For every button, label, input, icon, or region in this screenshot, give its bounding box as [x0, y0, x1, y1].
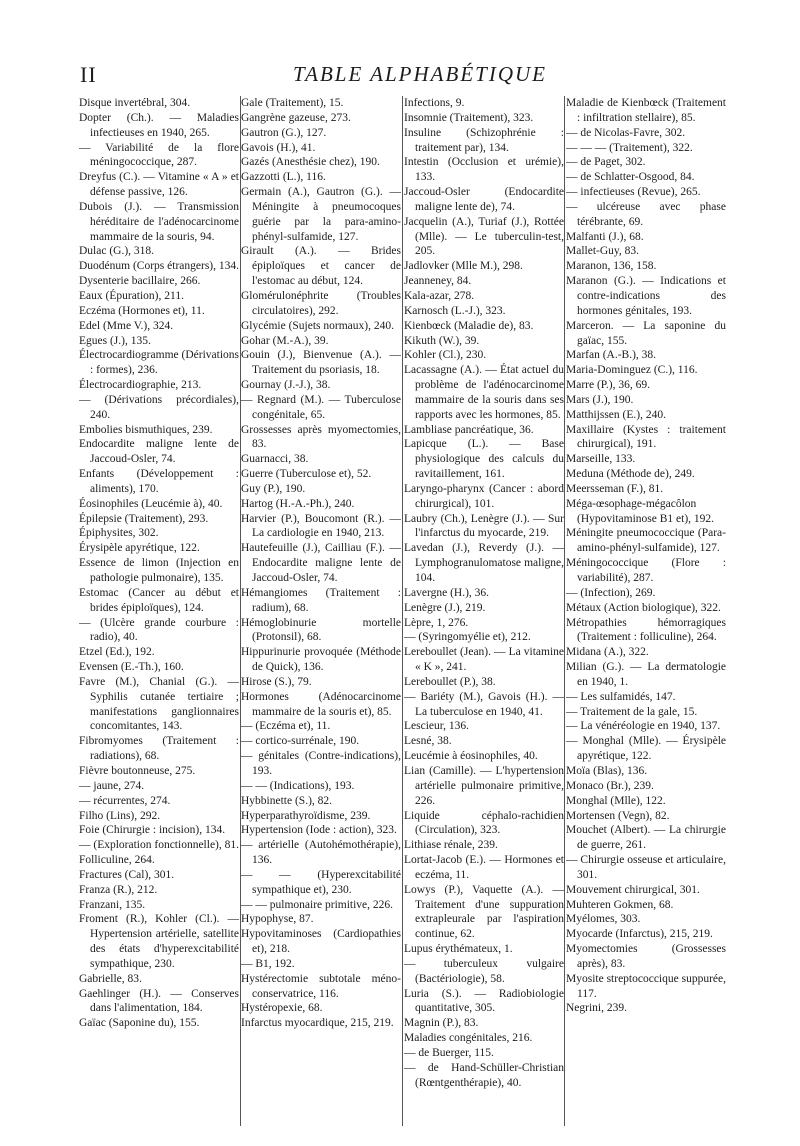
- index-entry: Maxillaire (Kystes : traitement chirurgical), 191.: [566, 423, 726, 451]
- index-entry: Germain (A.), Gautron (G.). — Méningite à pneumocoques guérie par la para-amino-phényl-sulfamide, 127.: [241, 186, 401, 243]
- index-entry: Milian (G.). — La dermatologie en 1940, 1.: [566, 661, 726, 688]
- index-entry: Jacquelin (A.), Turiaf (J.), Rottée (Mlle). — Le tuberculin-test, 205.: [404, 215, 564, 258]
- index-entry: Lereboullet (Jean). — La vitamine « K », 241.: [404, 646, 564, 674]
- index-column-3: [404, 96, 564, 1126]
- index-entry: Negrini, 239.: [566, 1002, 628, 1015]
- index-entry: Marceron. — La saponine du gaïac, 155.: [566, 319, 726, 347]
- index-entry: Épiphysites, 302.: [79, 527, 159, 540]
- index-entry: Guarnacci, 38.: [241, 453, 309, 466]
- index-entry: Favre (M.), Chanial (G.). — Syphilis cutanée tertiaire ; manifestations ganglionnaires concomitantes, 143.: [79, 675, 239, 733]
- index-entry: Jeanneney, 84.: [404, 275, 472, 288]
- index-entry: — (Syringomyélie et), 212.: [404, 631, 531, 644]
- index-entry: Lortat-Jacob (E.). — Hormones et eczéma, 11.: [404, 854, 564, 881]
- index-entry: — cortico-surrénale, 190.: [241, 735, 360, 748]
- index-entry: Marseille, 133.: [566, 453, 636, 466]
- index-entry: Infarctus myocardique, 215, 219.: [241, 1017, 394, 1030]
- index-entry: — Traitement de la gale, 15.: [566, 705, 698, 718]
- index-entry: Jadlovker (Mlle M.), 298.: [404, 260, 523, 273]
- index-entry: Hypovitaminoses (Cardiopathies et), 218.: [241, 928, 401, 956]
- index-entry: Myosite streptococcique suppurée, 117.: [566, 972, 726, 1000]
- index-entry: Lavedan (J.), Reverdy (J.). — Lymphogranulomatose maligne, 104.: [404, 542, 564, 584]
- index-entry: Méningococcique (Flore : variabilité), 287.: [566, 557, 726, 584]
- index-entry: Lenègre (J.), 219.: [404, 601, 486, 614]
- index-entry: Folliculine, 264.: [79, 854, 155, 867]
- index-entry: Magnin (P.), 83.: [404, 1017, 479, 1030]
- index-entry: Lupus érythémateux, 1.: [404, 943, 513, 956]
- index-entry: — — (Hyperexcitabilité sympathique et), 230.: [241, 868, 401, 896]
- index-entry: Girault (A.). — Brides épiploïques et cancer de l'estomac au début, 124.: [241, 245, 401, 288]
- index-entry: Endocardite maligne lente de Jaccoud-Osler, 74.: [79, 438, 239, 466]
- index-entry: Leucémie à éosinophiles, 40.: [404, 750, 538, 763]
- index-entry: Lacassagne (A.). — État actuel du problème de l'adénocarcinome mammaire de la souris dans ses rapports avec les hormones, 85.: [404, 364, 564, 421]
- index-entry: Duodénum (Corps étrangers), 134.: [79, 260, 239, 273]
- index-entry: Hémoglobinurie mortelle (Protonsil), 68.: [241, 616, 401, 644]
- index-entry: Malfanti (J.), 68.: [566, 230, 644, 243]
- index-entry: Lambliase pancréatique, 36.: [404, 423, 534, 436]
- index-entry: Muhteren Gokmen, 68.: [566, 898, 674, 911]
- index-entry: Myélomes, 303.: [566, 913, 641, 926]
- index-entry: Intestin (Occlusion et urémie), 133.: [404, 156, 564, 184]
- index-entry: Lapicque (L.). — Base physiologique des calculs du ravitaillement, 161.: [404, 438, 564, 481]
- index-entry: — de Paget, 302.: [566, 156, 646, 169]
- index-entry: Midana (A.), 322.: [566, 646, 649, 659]
- index-entry: Maladie de Kienbœck (Traitement : infiltration stellaire), 85.: [566, 97, 726, 124]
- index-entry: — artérielle (Autohémothérapie), 136.: [241, 839, 401, 867]
- index-entry: Liquide céphalo-rachidien (Circulation), 323.: [404, 809, 564, 837]
- index-entry: Embolies bismuthiques, 239.: [79, 423, 213, 436]
- index-entry: Kikuth (W.), 39.: [404, 334, 480, 347]
- index-entry: Grossesses après myomectomies, 83.: [241, 423, 401, 451]
- index-entry: Gazzotti (L.), 116.: [241, 171, 326, 184]
- column-divider: [564, 96, 565, 1126]
- index-entry: Hirose (S.), 79.: [241, 675, 312, 688]
- index-entry: Gazés (Anesthésie chez), 190.: [241, 156, 380, 169]
- index-entry: — (Eczéma et), 11.: [241, 720, 331, 733]
- index-entry: Luria (S.). — Radiobiologie quantitative, 305.: [404, 987, 564, 1015]
- index-entry: Dulac (G.), 318.: [79, 245, 155, 258]
- index-entry: Méga-œsophage-mégacôlon (Hypovitaminose B1 et), 192.: [566, 497, 715, 525]
- index-entry: Laryngo-pharynx (Cancer : abord chirurgical), 101.: [404, 482, 564, 510]
- index-entry: Marre (P.), 36, 69.: [566, 379, 650, 392]
- index-entry: Métaux (Action biologique), 322.: [566, 601, 721, 614]
- index-entry: Hybbinette (S.), 82.: [241, 794, 333, 807]
- index-entry: — jaune, 274.: [79, 779, 145, 792]
- index-entry: — infectieuses (Revue), 265.: [566, 186, 701, 199]
- index-entry: — Regnard (M.). — Tuberculose congénitale, 65.: [241, 393, 401, 421]
- index-entry: Franzani, 135.: [79, 898, 146, 911]
- index-entry: Gaïac (Saponine du), 155.: [79, 1017, 200, 1030]
- index-entry: Egues (J.), 135.: [79, 334, 151, 347]
- index-entry: Franza (R.), 212.: [79, 883, 158, 896]
- index-entry: Karnosch (L.-J.), 323.: [404, 304, 506, 317]
- index-entry: — — (Indications), 193.: [241, 779, 355, 792]
- index-entry: Maranon (G.). — Indications et contre-indications des hormones génitales, 193.: [566, 275, 726, 317]
- index-entry: Lavergne (H.), 36.: [404, 586, 490, 599]
- index-entry: Maria-Dominguez (C.), 116.: [566, 364, 698, 377]
- index-entry: Insomnie (Traitement), 323.: [404, 111, 534, 124]
- column-divider: [402, 96, 403, 1126]
- index-entry: Meersseman (F.), 81.: [566, 482, 664, 495]
- index-entry: Jaccoud-Osler (Endocardite maligne lente de), 74.: [404, 186, 564, 213]
- index-entry: Électrocardiogramme (Dérivations : formes), 236.: [79, 349, 239, 377]
- index-entry: Gournay (J.-J.), 38.: [241, 379, 331, 392]
- index-entry: — de Buerger, 115.: [404, 1047, 494, 1059]
- index-entry: — La vénéréologie en 1940, 137.: [566, 720, 721, 733]
- index-columns: [79, 96, 765, 1126]
- index-entry: Méningite pneumococcique (Para-amino-phényl-sulfamide), 127.: [566, 527, 726, 555]
- index-entry: Gavois (H.), 41.: [241, 141, 316, 154]
- index-entry: Gale (Traitement), 15.: [241, 97, 344, 109]
- index-entry: Mallet-Guy, 83.: [566, 245, 640, 258]
- index-entry: Harvier (P.), Boucomont (R.). — La cardiologie en 1940, 213.: [241, 512, 401, 540]
- index-entry: Evensen (E.-Th.), 160.: [79, 661, 184, 674]
- index-entry: Lereboullet (P.), 38.: [404, 675, 496, 688]
- index-entry: Fibromyomes (Traitement : radiations), 68.: [79, 735, 239, 763]
- index-entry: — — pulmonaire primitive, 226.: [241, 898, 394, 911]
- index-entry: Hystérectomie subtotale méno-conservatrice, 116.: [241, 972, 401, 1000]
- index-entry: — récurrentes, 274.: [79, 794, 171, 807]
- index-entry: Monaco (Br.), 239.: [566, 779, 654, 792]
- index-entry: Hautefeuille (J.), Cailliau (F.). — Endocardite maligne lente de Jaccoud-Osler, 74.: [241, 542, 401, 584]
- index-entry: Épilepsie (Traitement), 293.: [79, 512, 209, 525]
- index-entry: — (Exploration fonctionnelle), 81.: [79, 839, 239, 852]
- index-entry: Gautron (G.), 127.: [241, 126, 327, 139]
- index-entry: Lian (Camille). — L'hypertension artérielle pulmonaire primitive, 226.: [404, 764, 564, 807]
- index-entry: Hémangiomes (Traitement : radium), 68.: [241, 586, 401, 614]
- index-entry: Insuline (Schizophrénie : traitement par), 134.: [404, 126, 564, 154]
- index-entry: — tuberculeux vulgaire (Bactériologie), 58.: [404, 957, 564, 985]
- index-entry: Érysipèle apyrétique, 122.: [79, 542, 200, 555]
- index-entry: Hippurinurie provoquée (Méthode de Quick), 136.: [241, 646, 401, 674]
- index-entry: Essence de limon (Injection en pathologie pulmonaire), 135.: [79, 557, 239, 584]
- index-entry: Électrocardiographie, 213.: [79, 379, 202, 392]
- index-entry: Myomectomies (Grossesses après), 83.: [566, 943, 726, 970]
- index-entry: Lèpre, 1, 276.: [404, 616, 469, 629]
- index-entry: Guy (P.), 190.: [241, 482, 306, 495]
- index-entry: Lesné, 38.: [404, 735, 452, 748]
- index-entry: — Chirurgie osseuse et articulaire, 301.: [566, 854, 726, 881]
- index-entry: Gaehlinger (H.). — Conserves dans l'alimentation, 184.: [79, 987, 239, 1015]
- index-entry: — Variabilité de la flore méningococcique, 287.: [79, 141, 239, 169]
- index-entry: Kohler (Cl.), 230.: [404, 349, 487, 362]
- index-entry: — de Hand-Schüller-Christian (Rœntgenthérapie), 40.: [404, 1061, 564, 1089]
- index-entry: Gangrène gazeuse, 273.: [241, 111, 351, 124]
- index-entry: Glycémie (Sujets normaux), 240.: [241, 319, 394, 332]
- index-entry: Dysenterie bacillaire, 266.: [79, 275, 201, 288]
- index-entry: Hypophyse, 87.: [241, 913, 314, 926]
- index-entry: Glomérulonéphrite (Troubles circulatoires), 292.: [241, 289, 401, 317]
- index-entry: — de Nicolas-Favre, 302.: [566, 126, 686, 139]
- index-entry: Hyperparathyroïdisme, 239.: [241, 809, 371, 822]
- index-entry: — B1, 192.: [241, 957, 295, 970]
- index-entry: Estomac (Cancer au début et brides épiploïques), 124.: [79, 586, 239, 614]
- index-entry: Edel (Mme V.), 324.: [79, 319, 174, 332]
- index-entry: — Les sulfamidés, 147.: [566, 690, 676, 703]
- index-entry: — Bariéty (M.), Gavois (H.). — La tuberculose en 1940, 41.: [404, 690, 564, 718]
- index-entry: Gouin (J.), Bienvenue (A.). — Traitement du psoriasis, 18.: [241, 349, 401, 377]
- page-number: II: [80, 62, 97, 87]
- index-entry: Guerre (Tuberculose et), 52.: [241, 468, 372, 481]
- index-entry: Enfants (Développement : aliments), 170.: [79, 468, 239, 495]
- index-entry: Eaux (Épuration), 211.: [79, 289, 184, 302]
- index-entry: Foie (Chirurgie : incision), 134.: [79, 824, 226, 837]
- index-entry: Infections, 9.: [404, 97, 465, 109]
- index-entry: Eczéma (Hormones et), 11.: [79, 304, 205, 317]
- index-entry: — (Ulcère grande courbure : radio), 40.: [79, 616, 239, 644]
- index-entry: — (Dérivations précordiales), 240.: [79, 393, 239, 421]
- index-entry: Éosinophiles (Leucémie à), 40.: [79, 497, 223, 510]
- index-entry: Monghal (Mlle), 122.: [566, 794, 666, 807]
- index-entry: Fractures (Cal), 301.: [79, 868, 175, 881]
- index-entry: Kienbœck (Maladie de), 83.: [404, 319, 534, 332]
- index-entry: Meduna (Méthode de), 249.: [566, 468, 695, 481]
- index-entry: Maranon, 136, 158.: [566, 260, 657, 273]
- index-entry: — ulcéreuse avec phase térébrante, 69.: [566, 200, 726, 228]
- index-entry: Marfan (A.-B.), 38.: [566, 349, 657, 362]
- index-column-1: [79, 96, 239, 1126]
- index-entry: Dreyfus (C.). — Vitamine « A » et défense passive, 126.: [79, 171, 239, 199]
- index-entry: Gabrielle, 83.: [79, 972, 142, 985]
- index-entry: — — — (Traitement), 322.: [566, 141, 693, 154]
- index-entry: Disque invertébral, 304.: [79, 97, 191, 109]
- index-entry: Hypertension (Iode : action), 323.: [241, 824, 397, 837]
- index-entry: Mars (J.), 190.: [566, 393, 634, 406]
- page-header: [80, 62, 760, 92]
- index-entry: Lescieur, 136.: [404, 720, 470, 733]
- index-column-2: [241, 96, 401, 1126]
- index-entry: Fièvre boutonneuse, 275.: [79, 764, 196, 777]
- index-entry: Dopter (Ch.). — Maladies infectieuses en 1940, 265.: [79, 111, 239, 139]
- index-entry: Filho (Lins), 292.: [79, 809, 161, 822]
- index-entry: Maladies congénitales, 216.: [404, 1032, 533, 1045]
- index-column-4: [566, 96, 726, 1126]
- index-entry: Dubois (J.). — Transmission héréditaire de l'adénocarcinome mammaire de la souris, 94.: [79, 200, 239, 243]
- index-entry: — génitales (Contre-indications), 193.: [241, 750, 401, 777]
- index-entry: Matthijssen (E.), 240.: [566, 408, 666, 421]
- index-entry: — de Schlatter-Osgood, 84.: [566, 171, 695, 184]
- index-entry: Froment (R.), Kohler (Cl.). — Hypertension artérielle, satellite des états d'hyperexcitabilité sympathique, 230.: [79, 913, 239, 970]
- index-entry: Moïa (Blas), 136.: [566, 764, 648, 777]
- index-entry: Laubry (Ch.), Lenègre (J.). — Sur l'infarctus du myocarde, 219.: [404, 512, 564, 540]
- index-entry: Lithiase rénale, 239.: [404, 839, 498, 852]
- index-entry: Hormones (Adénocarcinome mammaire de la souris et), 85.: [241, 690, 401, 718]
- index-entry: Hystéropexie, 68.: [241, 1002, 323, 1015]
- index-entry: Mouchet (Albert). — La chirurgie de guerre, 261.: [566, 824, 726, 852]
- index-entry: — (Infection), 269.: [566, 586, 656, 599]
- running-title: TABLE ALPHABÉTIQUE: [293, 62, 547, 86]
- index-entry: Myocarde (Infarctus), 215, 219.: [566, 928, 713, 941]
- index-entry: Mortensen (Vegn), 82.: [566, 809, 670, 822]
- index-entry: Lowys (P.), Vaquette (A.). — Traitement d'une suppuration extrapleurale par l'aspiration continue, 62.: [404, 883, 564, 941]
- index-entry: Hartog (H.-A.-Ph.), 240.: [241, 497, 355, 510]
- index-entry: Mouvement chirurgical, 301.: [566, 883, 700, 896]
- index-entry: Métropathies hémorragiques (Traitement : folliculine), 264.: [566, 616, 726, 644]
- index-entry: Gohar (M.-A.), 39.: [241, 334, 329, 347]
- index-entry: Kala-azar, 278.: [404, 289, 475, 302]
- index-entry: Etzel (Ed.), 192.: [79, 646, 155, 659]
- index-entry: — Monghal (Mlle). — Érysipèle apyrétique, 122.: [566, 735, 726, 763]
